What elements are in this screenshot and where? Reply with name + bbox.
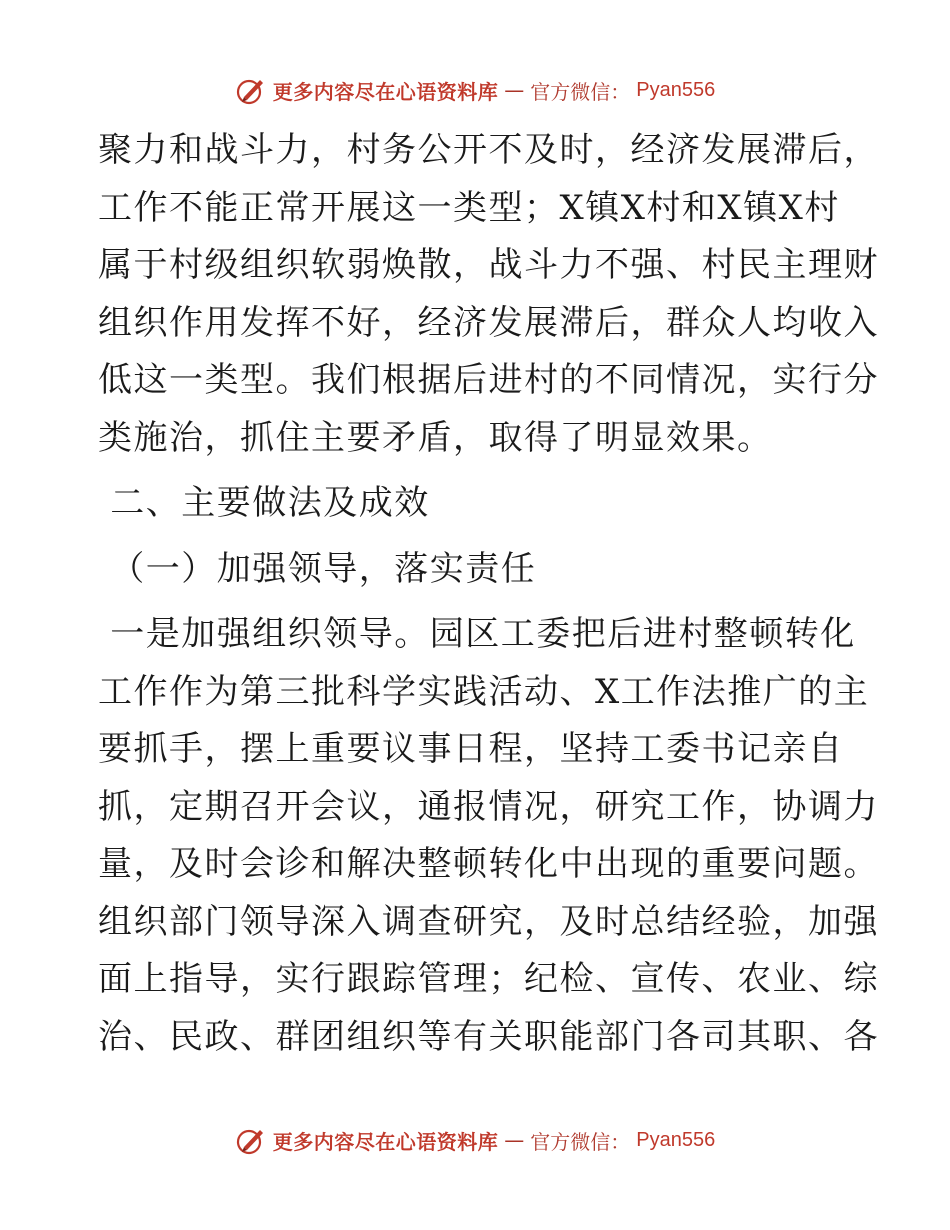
- watermark-separator: —: [504, 78, 525, 102]
- body-line: 组织部门领导深入调查研究，及时总结经验，加强: [98, 901, 879, 942]
- section-heading: 二、主要做法及成效: [98, 483, 430, 523]
- watermark-separator: —: [504, 1128, 525, 1152]
- body-line: 低这一类型。我们根据后进村的不同情况，实行分: [98, 360, 879, 400]
- header-watermark: [0, 70, 950, 110]
- quill-pen-logo-icon: [235, 74, 267, 106]
- watermark-brand-text: 更多内容尽在心语资料库: [272, 1129, 499, 1154]
- footer-watermark: [0, 1120, 950, 1160]
- subsection-heading: （一）加强领导，落实责任: [98, 548, 537, 589]
- quill-pen-logo-icon: [235, 1124, 267, 1156]
- body-line: 一是加强组织领导。园区工委把后进村整顿转化: [98, 614, 856, 654]
- watermark-handle: Pyan556: [636, 78, 716, 101]
- watermark-official-label: 官方微信：: [530, 1129, 631, 1154]
- document-body: [98, 122, 879, 1066]
- body-line: 工作作为第三批科学实践活动、X工作法推广的主: [98, 671, 870, 712]
- body-line: 工作不能正常开展这一类型；X镇X村和X镇X村: [98, 187, 840, 228]
- body-line: 要抓手，摆上重要议事日程，坚持工委书记亲自: [98, 729, 844, 769]
- body-line: 聚力和战斗力，村务公开不及时，经济发展滞后，: [98, 130, 879, 170]
- body-line: 抓，定期召开会议，通报情况，研究工作，协调力: [98, 786, 879, 827]
- body-line: 量，及时会诊和解决整顿转化中出现的重要问题。: [98, 844, 879, 884]
- body-line: 属于村级组织软弱焕散，战斗力不强、村民主理财: [98, 245, 879, 285]
- body-line: 面上指导，实行跟踪管理；纪检、宣传、农业、综: [98, 959, 879, 999]
- watermark-handle: Pyan556: [636, 1128, 716, 1151]
- body-line: 治、民政、群团组织等有关职能部门各司其职、各: [98, 1016, 879, 1057]
- watermark-brand-text: 更多内容尽在心语资料库: [272, 79, 499, 104]
- watermark-official-label: 官方微信：: [530, 79, 631, 104]
- body-line: 组织作用发挥不好，经济发展滞后，群众人均收入: [98, 302, 879, 343]
- body-line: 类施治，抓住主要矛盾，取得了明显效果。: [98, 417, 773, 458]
